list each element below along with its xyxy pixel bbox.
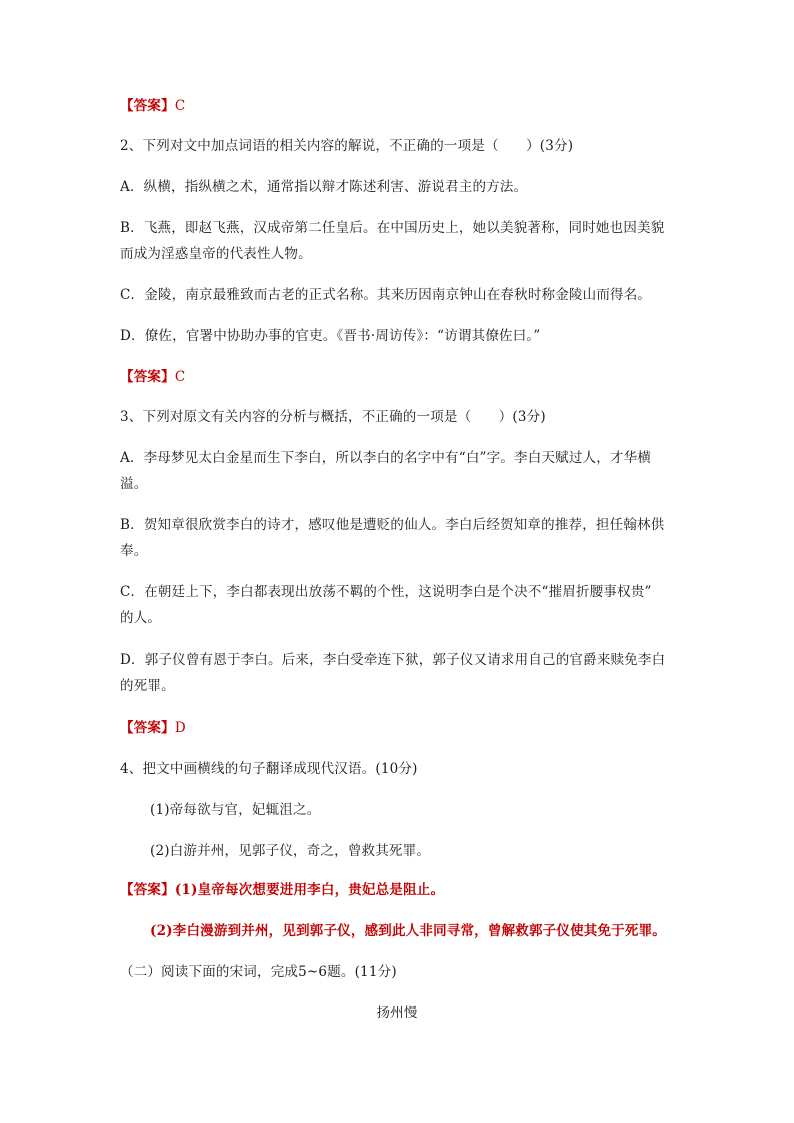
- q2-stem: 2、下列对文中加点词语的相关内容的解说，不正确的一项是（ ）(3分): [120, 138, 574, 154]
- q2-answer: [120, 367, 185, 387]
- q4-sentence-2: (2)白游并州，见郭子仪，奇之，曾救其死罪。: [150, 843, 431, 859]
- answer-tag: 【答案】: [120, 369, 175, 385]
- q2-option-a: A．纵横，指纵横之术，通常指以辩才陈述利害、游说君主的方法。: [120, 179, 528, 195]
- answer-tag: 【答案】: [120, 882, 175, 898]
- answer-value: D: [174, 720, 186, 736]
- q3-option-b-line1: B．贺知章很欣赏李白的诗才，感叹他是遭贬的仙人。李白后经贺知章的推荐，担任翰林供: [120, 517, 665, 533]
- q3-option-a-line2: 溢。: [120, 476, 148, 492]
- q3-option-a-line1: A．李母梦见太白金星而生下李白，所以李白的名字中有“白”字。李白天赋过人，才华横: [120, 450, 652, 466]
- q3-stem: 3、下列对原文有关内容的分析与概括，不正确的一项是（ ）(3分): [120, 409, 546, 425]
- answer-value: C: [174, 98, 186, 114]
- q1-answer: [120, 96, 185, 116]
- q4-sentence-1: (1)帝每欲与官，妃辄沮之。: [150, 802, 321, 818]
- q4-answer-1: [120, 880, 444, 900]
- answer-tag: 【答案】: [120, 98, 175, 114]
- answer-text: (1)皇帝每次想要进用李白，贵妃总是阻止。: [174, 882, 445, 898]
- q3-option-d-line1: D．郭子仪曾有恩于李白。后来，李白受牵连下狱，郭子仪又请求用自己的官爵来赎免李白: [120, 652, 666, 668]
- answer-tag: 【答案】: [120, 720, 175, 736]
- section-heading: （二）阅读下面的宋词，完成5~6题。(11分): [120, 964, 397, 980]
- q3-answer: [120, 718, 186, 738]
- q3-option-d-line2: 的死罪。: [120, 678, 175, 694]
- q2-option-b-line1: B．飞燕，即赵飞燕，汉成帝第二任皇后。在中国历史上，她以美貌著称，同时她也因美貌: [120, 220, 665, 236]
- answer-value: C: [174, 369, 186, 385]
- q4-answer-2: (2)李白漫游到并州，见到郭子仪，感到此人非同寻常，曾解救郭子仪使其免于死罪。: [150, 923, 666, 939]
- q4-stem: 4、把文中画横线的句子翻译成现代汉语。(10分): [120, 761, 418, 777]
- q3-option-c-line1: C．在朝廷上下，李白都表现出放荡不羁的个性，这说明李白是个决不“摧眉折腰事权贵”: [120, 584, 652, 600]
- poem-title: 扬州慢: [376, 1005, 418, 1021]
- q3-option-b-line2: 奉。: [120, 543, 148, 559]
- q3-option-c-line2: 的人。: [120, 610, 162, 626]
- q2-option-b-line2: 而成为淫惑皇帝的代表性人物。: [120, 246, 312, 262]
- q2-option-d: D．僚佐，官署中协助办事的官吏。《晋书·周访传》：“访谓其僚佐曰。”: [120, 328, 541, 344]
- q2-option-c: C．金陵，南京最雅致而古老的正式名称。其来历因南京钟山在春秋时称金陵山而得名。: [120, 287, 652, 303]
